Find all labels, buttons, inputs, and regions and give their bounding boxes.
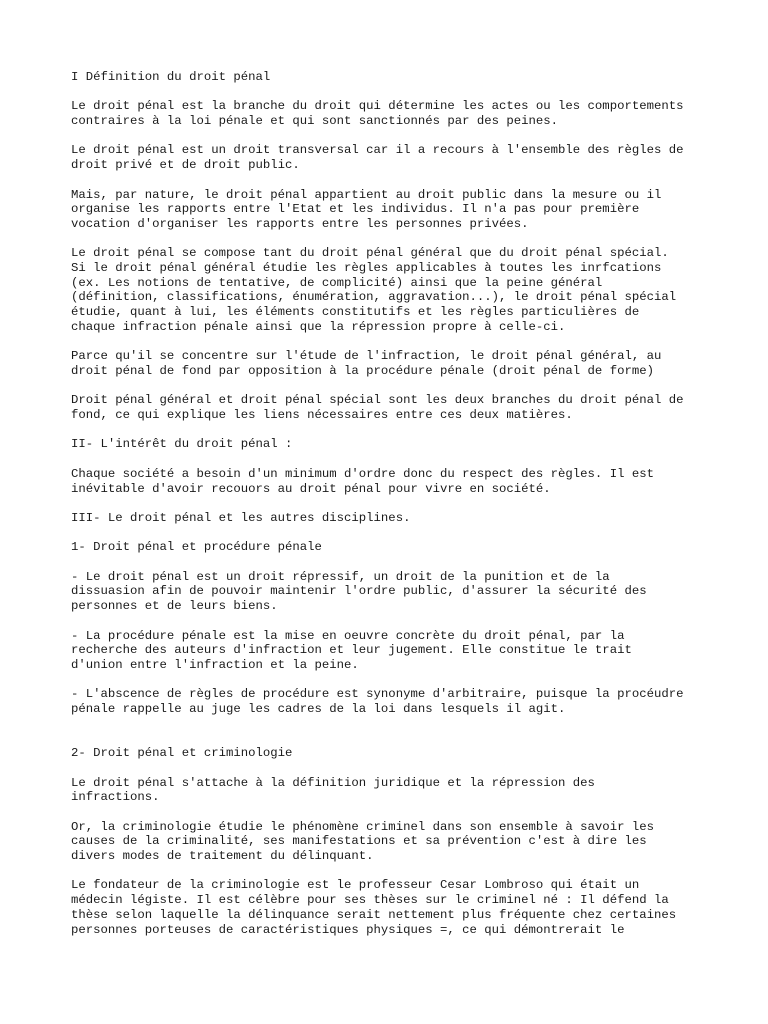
paragraph: [71, 687, 711, 716]
text-line: thèse selon laquelle la délinquance serait nettement plus fréquente chez certaines: [71, 907, 677, 922]
text-line: Le fondateur de la criminologie est le professeur Cesar Lombroso qui était un: [71, 878, 640, 893]
text-line: Chaque société a besoin d'un minimum d'ordre donc du respect des règles. Il est: [71, 466, 654, 481]
text-line: causes de la criminalité, ses manifestations et sa prévention c'est à dire les: [71, 834, 647, 849]
paragraph: [71, 349, 711, 378]
paragraph: [71, 776, 711, 805]
text-line: - La procédure pénale est la mise en oeuvre concrète du droit pénal, par la: [71, 628, 625, 643]
text-line: d'union entre l'infraction et la peine.: [71, 657, 359, 672]
heading-procedure: [71, 540, 711, 555]
text-line: contraires à la loi pénale et qui sont sanctionnés par des peines.: [71, 114, 559, 129]
text-line: divers modes de traitement du délinquant.: [71, 849, 374, 863]
paragraph: [71, 878, 711, 937]
heading-interet: [71, 437, 711, 452]
text-line: Le droit pénal se compose tant du droit pénal général que du droit pénal spécial.: [71, 246, 669, 261]
paragraph: [71, 820, 711, 864]
text-line: Or, la criminologie étudie le phénomène criminel dans son ensemble à savoir les: [71, 819, 654, 834]
text-line: II- L'intérêt du droit pénal :: [71, 437, 293, 452]
blank-line: [71, 731, 711, 746]
text-line: Droit pénal général et droit pénal spécial sont les deux branches du droit pénal de: [71, 393, 684, 408]
text-line: III- Le droit pénal et les autres disciplines.: [71, 510, 411, 525]
text-line: infractions.: [71, 790, 160, 805]
text-line: (définition, classifications, énumération, aggravation...), le droit pénal spécial: [71, 290, 677, 305]
text-line: vocation d'organiser les rapports entre les personnes privées.: [71, 216, 529, 231]
text-line: étudie, quant à lui, les éléments constitutifs et les règles particulières de: [71, 305, 640, 320]
text-line: 1- Droit pénal et procédure pénale: [71, 540, 322, 555]
text-line: - Le droit pénal est un droit répressif, un droit de la punition et de la: [71, 569, 610, 584]
text-line: organise les rapports entre l'Etat et les individus. Il n'a pas pour première: [71, 202, 640, 217]
text-line: personnes porteuses de caractéristiques physiques =, ce qui démontrerait le: [71, 922, 625, 937]
text-line: personnes et de leurs biens.: [71, 599, 278, 614]
heading-definition: [71, 70, 711, 85]
text-line: droit privé et de droit public.: [71, 158, 300, 173]
paragraph: [71, 188, 711, 232]
text-line: recherche des auteurs d'infraction et leur jugement. Elle constitue le trait: [71, 643, 632, 658]
heading-disciplines: [71, 511, 711, 526]
paragraph: [71, 570, 711, 614]
document-page: [71, 70, 711, 952]
text-line: Le droit pénal s'attache à la définition juridique et la répression des: [71, 775, 595, 790]
paragraph: [71, 246, 711, 334]
text-line: - L'abscence de règles de procédure est synonyme d'arbitraire, puisque la procéudre: [71, 687, 684, 702]
text-line: Parce qu'il se concentre sur l'étude de l'infraction, le droit pénal général, au: [71, 349, 662, 364]
text-line: I Définition du droit pénal: [71, 70, 271, 84]
text-line: 2- Droit pénal et criminologie: [71, 746, 293, 761]
text-line: Le droit pénal est la branche du droit qui détermine les actes ou les comportements: [71, 99, 684, 114]
text-line: chaque infraction pénale ainsi que la répression propre à celle-ci.: [71, 319, 566, 334]
paragraph: [71, 393, 711, 422]
text-line: inévitable d'avoir recouors au droit pénal pour vivre en société.: [71, 481, 551, 496]
paragraph: [71, 99, 711, 128]
text-line: fond, ce qui explique les liens nécessaires entre ces deux matières.: [71, 408, 573, 423]
text-line: droit pénal de fond par opposition à la procédure pénale (droit pénal de forme): [71, 363, 654, 378]
text-line: médecin légiste. Il est célèbre pour ses thèses sur le criminel né : Il défend la: [71, 893, 669, 908]
paragraph: [71, 629, 711, 673]
paragraph: [71, 467, 711, 496]
text-line: (ex. Les notions de tentative, de complicité) ainsi que la peine général: [71, 275, 603, 290]
text-line: pénale rappelle au juge les cadres de la loi dans lesquels il agit.: [71, 702, 566, 717]
heading-criminologie: [71, 746, 711, 761]
text-line: Si le droit pénal général étudie les règles applicables à toutes les inrfcations: [71, 261, 662, 276]
paragraph: [71, 143, 711, 172]
text-line: Le droit pénal est un droit transversal car il a recours à l'ensemble des règles de: [71, 143, 684, 158]
text-line: dissuasion afin de pouvoir maintenir l'ordre public, d'assurer la sécurité des: [71, 584, 647, 599]
text-line: Mais, par nature, le droit pénal appartient au droit public dans la mesure ou il: [71, 187, 662, 202]
